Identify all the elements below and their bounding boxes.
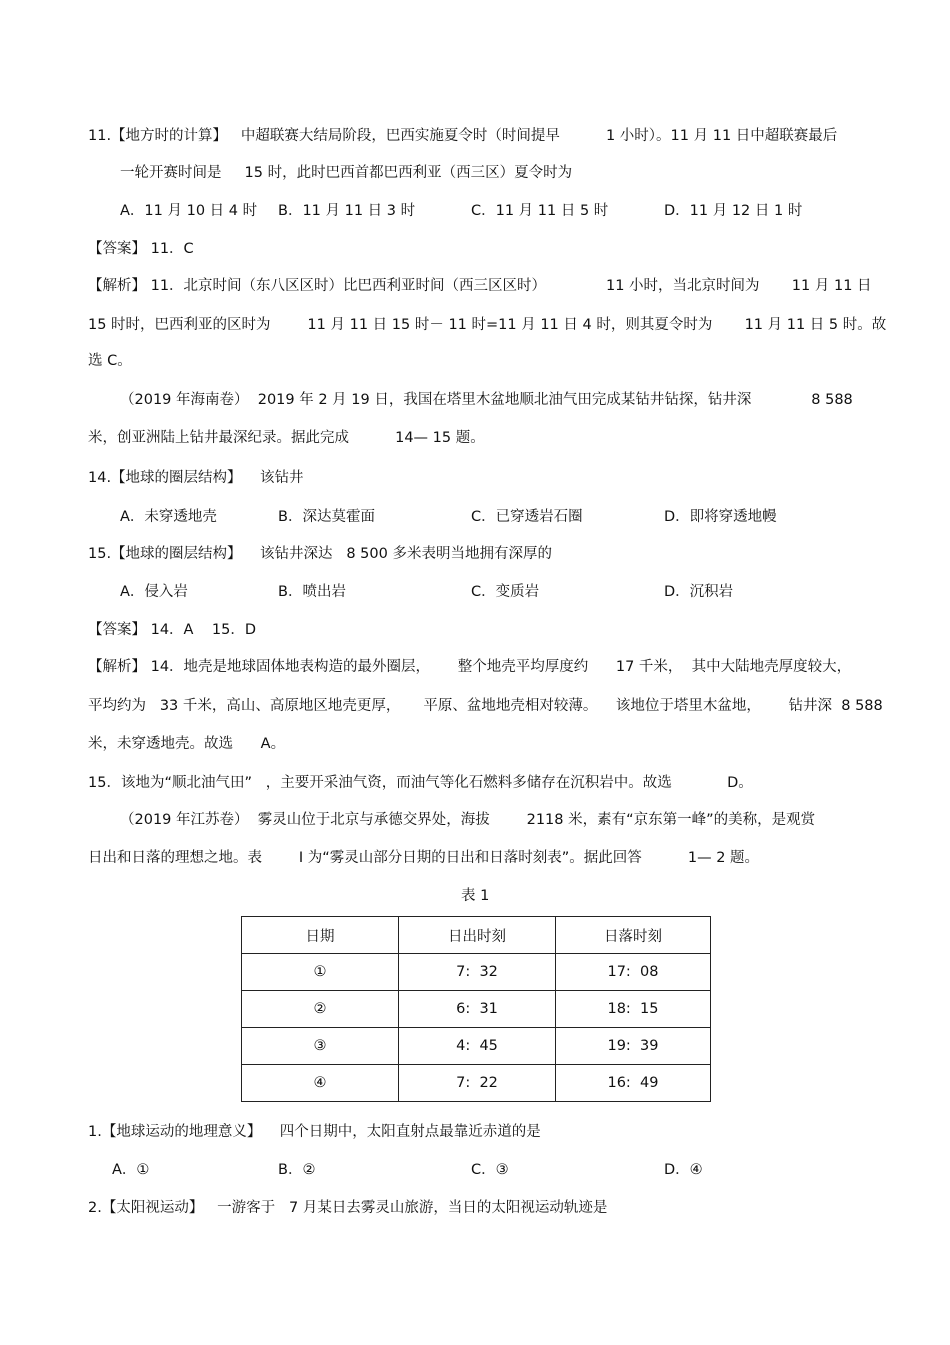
q11-option-c: C．11 月 11 日 5 时 bbox=[471, 203, 609, 219]
q15-option-a: A．侵入岩 bbox=[120, 584, 188, 600]
q2-stem: 2.【太阳视运动】 一游客于 7 月某日去雾灵山旅游，当日的太阳视运动轨迹是 bbox=[88, 1200, 608, 1216]
table-cell-date: ③ bbox=[242, 1028, 399, 1065]
table-cell-sunrise: 4: 45 bbox=[399, 1028, 556, 1065]
table-header-sunset: 日落时刻 bbox=[556, 917, 711, 954]
table-cell-date: ① bbox=[242, 954, 399, 991]
q14-option-d: D．即将穿透地幔 bbox=[664, 509, 777, 525]
q1-stem: 1.【地球运动的地理意义】 四个日期中，太阳直射点最靠近赤道的是 bbox=[88, 1124, 541, 1140]
sunrise-sunset-table bbox=[241, 916, 711, 1102]
table-cell-sunset: 19: 39 bbox=[556, 1028, 711, 1065]
q1-option-b: B．② bbox=[278, 1162, 316, 1178]
table-row bbox=[242, 954, 711, 991]
table-cell-sunset: 16: 49 bbox=[556, 1065, 711, 1102]
q1-option-a: A．① bbox=[112, 1162, 150, 1178]
table-header-date: 日期 bbox=[242, 917, 399, 954]
q1-option-c: C．③ bbox=[471, 1162, 509, 1178]
q14-stem: 14.【地球的圈层结构】 该钻井 bbox=[88, 470, 304, 486]
table-cell-sunrise: 6: 31 bbox=[399, 991, 556, 1028]
hainan-intro-line1: （2019 年海南卷） 2019 年 2 月 19 日，我国在塔里木盆地顺北油气田完成某钻井钻探，钻井深 8 588 bbox=[120, 392, 853, 408]
table-header-row bbox=[242, 917, 711, 954]
table-header-sunrise: 日出时刻 bbox=[399, 917, 556, 954]
table-cell-sunset: 17: 08 bbox=[556, 954, 711, 991]
q11-analysis-line2: 15 时时，巴西利亚的区时为 11 月 11 日 15 时－ 11 时=11 月 11 日 4 时，则其夏令时为 11 月 11 日 5 时。故 bbox=[88, 317, 887, 333]
table-caption: 表 1 bbox=[461, 888, 490, 904]
q14-option-c: C．已穿透岩石圈 bbox=[471, 509, 583, 525]
q11-analysis-line1: 【解析】 11．北京时间（东八区区时）比巴西利亚时间（西三区区时） 11 小时，当北京时间为 11 月 11 日 bbox=[88, 278, 872, 294]
q11-analysis-line3: 选 C。 bbox=[88, 353, 132, 369]
q11-option-a: A．11 月 10 日 4 时 bbox=[120, 203, 258, 219]
table-row bbox=[242, 1065, 711, 1102]
jiangsu-intro-line1: （2019 年江苏卷） 雾灵山位于北京与承德交界处，海拔 2118 米，素有“京东第一峰”的美称，是观赏 bbox=[120, 812, 816, 828]
q11-option-b: B．11 月 11 日 3 时 bbox=[278, 203, 416, 219]
table-row bbox=[242, 991, 711, 1028]
q15-analysis: 15．该地为“顺北油气田” ，主要开采油气资，而油气等化石燃料多储存在沉积岩中。故选 D。 bbox=[88, 775, 753, 791]
q11-answer: 【答案】 11．C bbox=[88, 241, 194, 257]
q15-option-b: B．喷出岩 bbox=[278, 584, 346, 600]
q15-option-d: D．沉积岩 bbox=[664, 584, 734, 600]
table-cell-date: ④ bbox=[242, 1065, 399, 1102]
q11-stem-line2: 一轮开赛时间是 15 时，此时巴西首都巴西利亚（西三区）夏令时为 bbox=[120, 165, 573, 181]
q1-option-d: D．④ bbox=[664, 1162, 703, 1178]
table-cell-date: ② bbox=[242, 991, 399, 1028]
q14-analysis-line2: 平均约为 33 千米，高山、高原地区地壳更厚， 平原、盆地地壳相对较薄。 该地位于塔里木盆地， 钻井深 8 588 bbox=[88, 698, 883, 714]
table-row bbox=[242, 1028, 711, 1065]
table-cell-sunset: 18: 15 bbox=[556, 991, 711, 1028]
table-cell-sunrise: 7: 22 bbox=[399, 1065, 556, 1102]
q14-option-b: B．深达莫霍面 bbox=[278, 509, 375, 525]
q14-analysis-line3: 米，未穿透地壳。故选 A。 bbox=[88, 736, 286, 752]
q15-option-c: C．变质岩 bbox=[471, 584, 540, 600]
q15-stem: 15.【地球的圈层结构】 该钻井深达 8 500 多米表明当地拥有深厚的 bbox=[88, 546, 552, 562]
q11-option-d: D．11 月 12 日 1 时 bbox=[664, 203, 803, 219]
table-cell-sunrise: 7: 32 bbox=[399, 954, 556, 991]
q14-analysis-line1: 【解析】 14．地壳是地球固体地表构造的最外圈层， 整个地壳平均厚度约 17 千米， 其中大陆地壳厚度较大， bbox=[88, 659, 852, 675]
hainan-intro-line2: 米，创亚洲陆上钻井最深纪录。据此完成 14— 15 题。 bbox=[88, 430, 485, 446]
q11-stem-line1: 11.【地方时的计算】 中超联赛大结局阶段，巴西实施夏令时（时间提早 1 小时）。11 月 11 日中超联赛最后 bbox=[88, 128, 838, 144]
jiangsu-intro-line2: 日出和日落的理想之地。表 I 为“雾灵山部分日期的日出和日落时刻表”。据此回答 1— 2 题。 bbox=[88, 850, 760, 866]
q14-option-a: A．未穿透地壳 bbox=[120, 509, 217, 525]
q14-15-answer: 【答案】 14．A 15．D bbox=[88, 622, 257, 638]
